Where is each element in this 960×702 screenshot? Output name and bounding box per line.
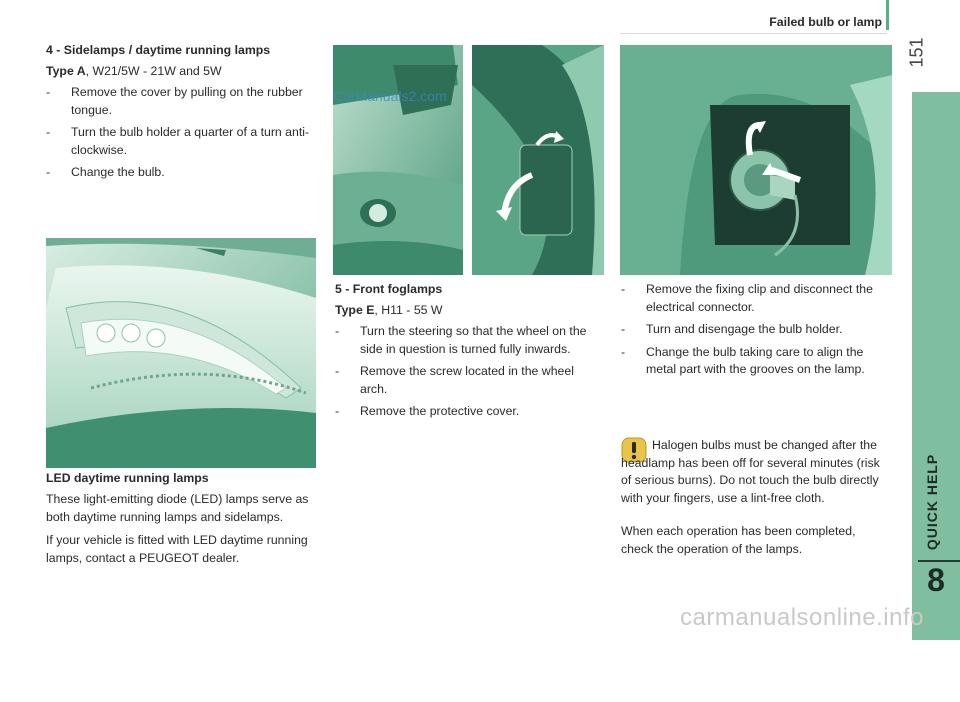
foglamps-heading: 5 - Front foglamps xyxy=(335,282,443,296)
footer-watermark: carmanualsonline.info xyxy=(680,604,924,631)
list-item xyxy=(335,323,600,358)
image-watermark: CarManuals2.com xyxy=(333,88,447,104)
list-item xyxy=(335,363,600,398)
step-text: Turn and disengage the bulb holder. xyxy=(646,322,843,336)
foglamps-steps xyxy=(335,323,600,421)
sidelamps-steps xyxy=(46,84,311,182)
sidelamps-type xyxy=(46,63,311,80)
type-value: , W21/5W - 21W and 5W xyxy=(85,64,222,78)
foglamps-type xyxy=(335,302,600,319)
bullet-dash: - xyxy=(46,165,51,179)
wheel-arch-illustration xyxy=(472,45,604,275)
step-text: Change the bulb. xyxy=(71,165,165,179)
foglamps-more-steps xyxy=(621,281,891,379)
list-item xyxy=(621,321,891,339)
led-heading: LED daytime running lamps xyxy=(46,471,209,485)
bullet-dash: - xyxy=(335,324,340,338)
page-number: 151 xyxy=(906,37,927,68)
chapter-tab-label: QUICK HELP xyxy=(924,453,940,551)
completion-note: When each operation has been completed, check the operation of the lamps. xyxy=(621,524,856,556)
sidelamps-section xyxy=(46,42,311,187)
bullet-dash: - xyxy=(621,282,626,296)
foglamps-continued xyxy=(621,281,891,384)
section-title: Failed bulb or lamp xyxy=(769,15,882,29)
foglamp-front-illustration xyxy=(333,45,463,275)
list-item xyxy=(46,164,311,182)
list-item xyxy=(46,124,311,159)
step-text: Remove the cover by pulling on the rubber tongue. xyxy=(71,85,303,117)
bullet-dash: - xyxy=(46,85,51,99)
step-text: Turn the steering so that the wheel on the side in question is turned fully inwards. xyxy=(360,324,587,356)
type-value: , H11 - 55 W xyxy=(374,303,443,317)
led-section xyxy=(46,470,314,567)
bullet-dash: - xyxy=(335,364,340,378)
step-text: Change the bulb taking care to align the metal part with the grooves on the lamp. xyxy=(646,344,865,376)
list-item xyxy=(46,84,311,119)
header-divider xyxy=(620,33,887,34)
sidelamps-heading: 4 - Sidelamps / daytime running lamps xyxy=(46,43,271,57)
list-item xyxy=(621,344,891,379)
step-text: Remove the screw located in the wheel arch. xyxy=(360,364,574,396)
step-text: Remove the fixing clip and disconnect the electrical connector. xyxy=(646,282,873,314)
type-label: Type E xyxy=(335,303,375,317)
chapter-number: 8 xyxy=(927,562,945,598)
bullet-dash: - xyxy=(621,322,626,336)
step-text: Remove the protective cover. xyxy=(360,404,520,418)
bulb-holder-illustration xyxy=(620,45,892,275)
list-item xyxy=(621,281,891,316)
bullet-dash: - xyxy=(46,125,51,139)
led-dealer-note: If your vehicle is fitted with LED daytime running lamps, contact a PEUGEOT dealer. xyxy=(46,533,308,565)
led-description: These light-emitting diode (LED) lamps serve as both daytime running lamps and sidelamps. xyxy=(46,492,309,524)
headlamp-illustration xyxy=(46,238,316,468)
bullet-dash: - xyxy=(335,404,340,418)
type-label: Type A xyxy=(46,64,86,78)
warning-text: Halogen bulbs must be changed after the headlamp has been off for several minutes (risk of serious burns). Do not touch the bulb directly with your fingers, use a lint-free cloth. xyxy=(621,438,880,505)
bullet-dash: - xyxy=(621,344,626,359)
list-item xyxy=(335,403,600,421)
header-accent-bar xyxy=(886,0,889,30)
step-text: Turn the bulb holder a quarter of a turn anti-clockwise. xyxy=(71,125,310,157)
foglamps-section xyxy=(335,281,600,426)
